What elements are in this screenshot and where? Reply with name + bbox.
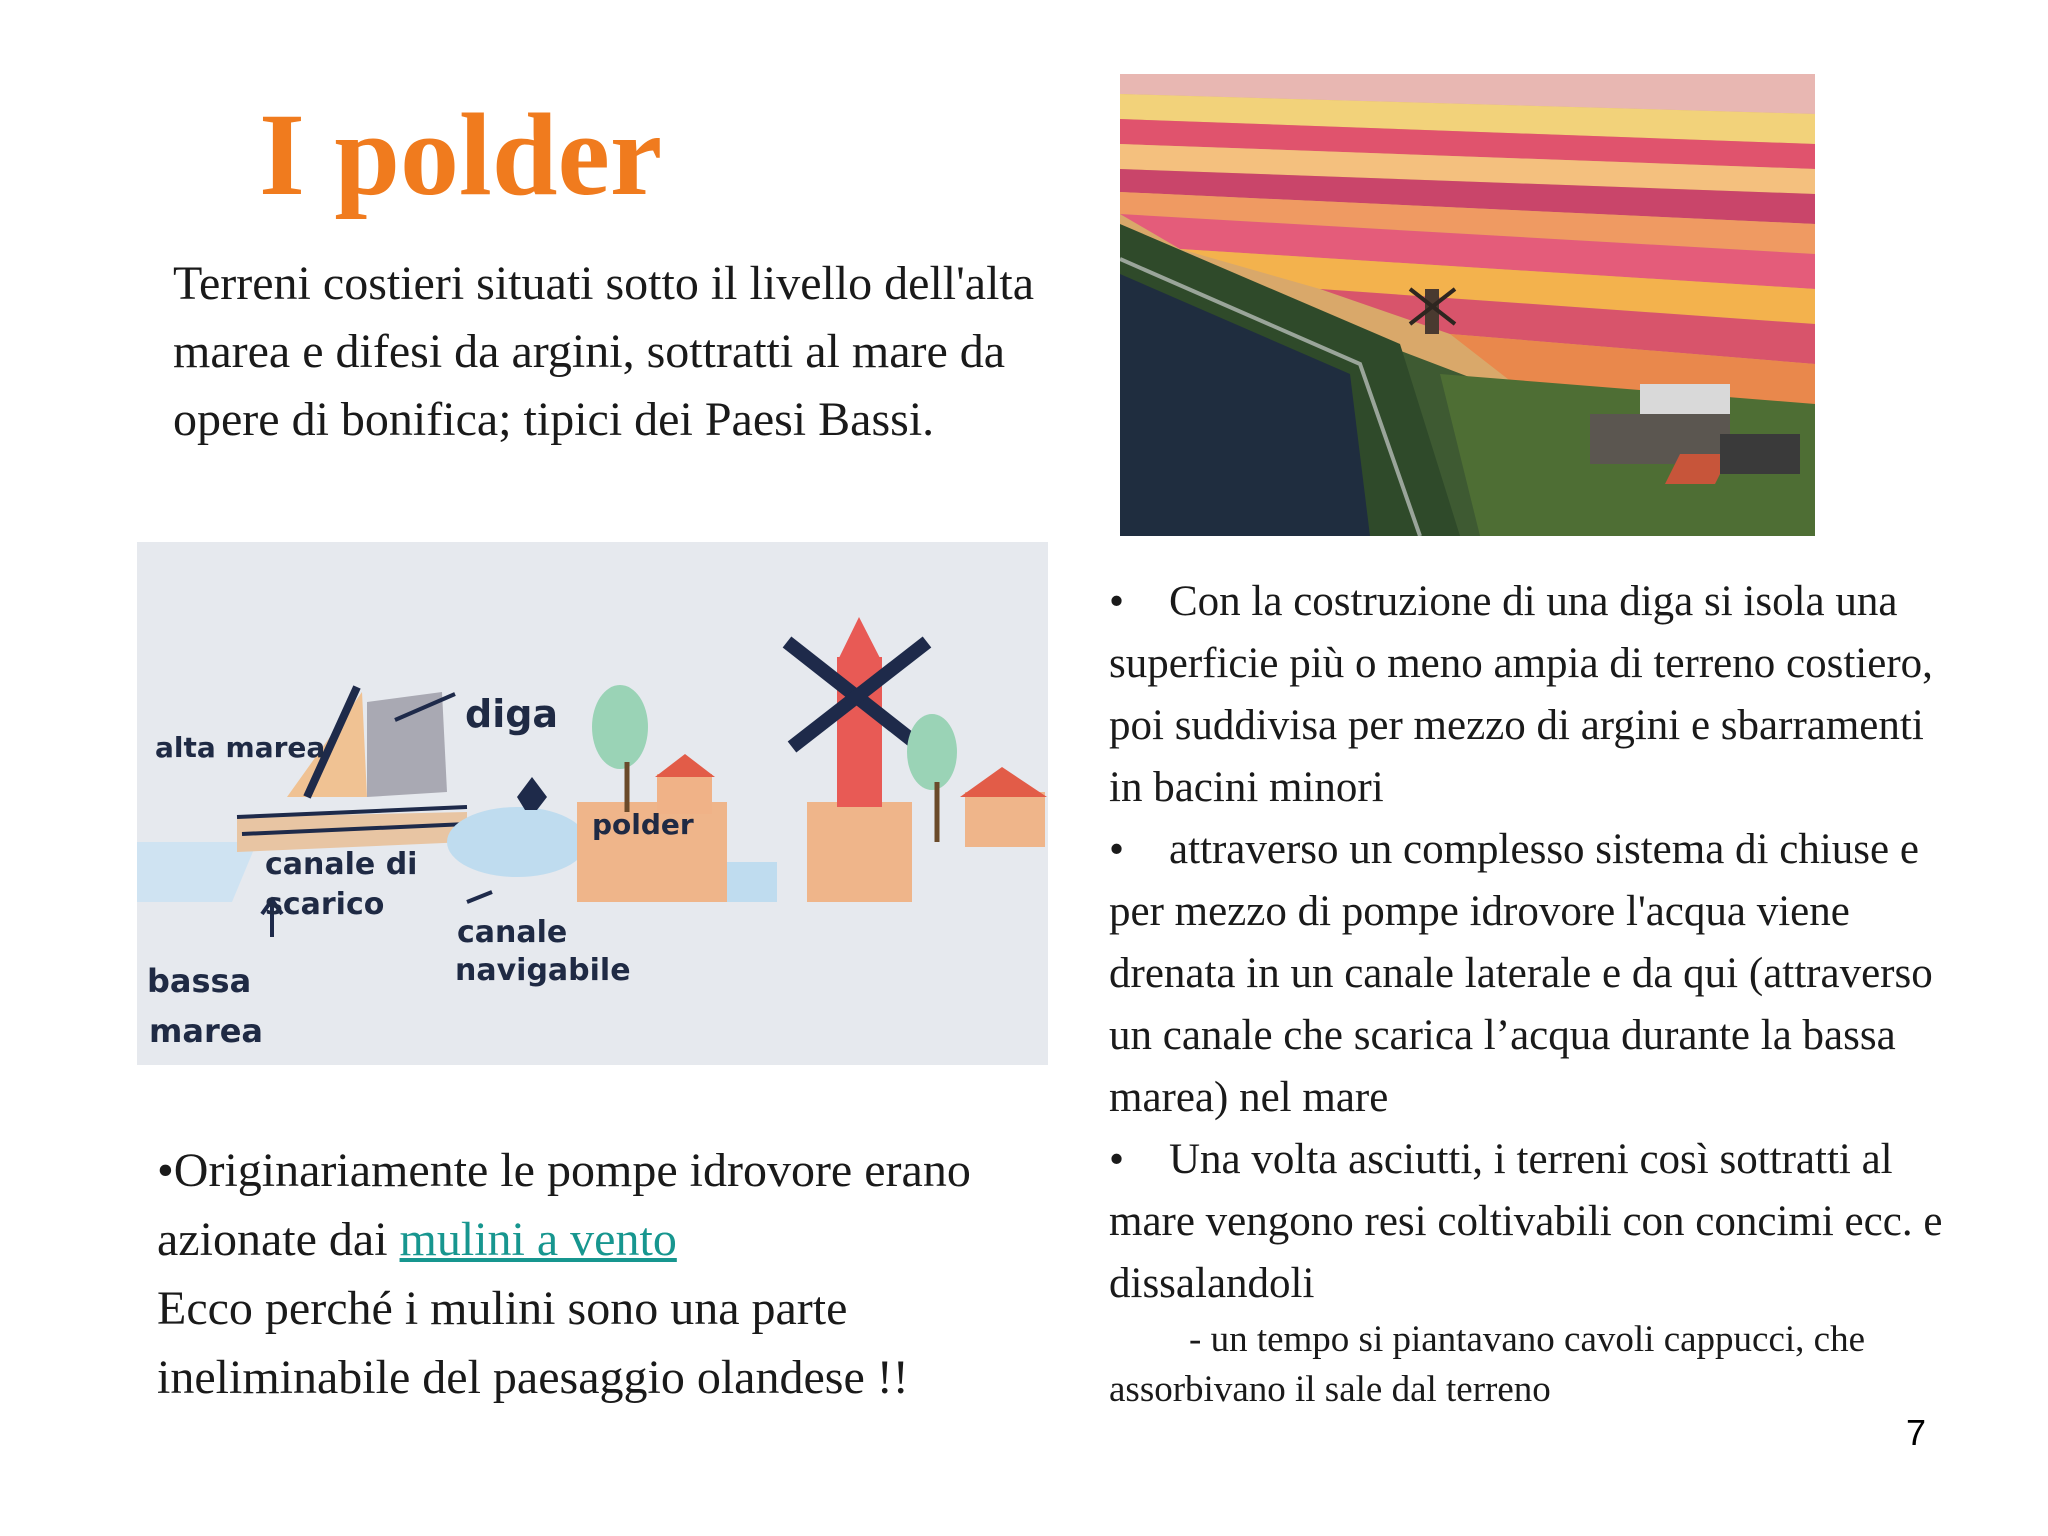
tulip-fields-photo: [1120, 74, 1815, 536]
slide-title: I polder: [259, 89, 663, 220]
label-canale: canale: [457, 915, 568, 950]
label-polder: polder: [592, 808, 694, 841]
sub-note-text: - un tempo si piantavano cavoli cappucci, che assorbivano il sale dal terreno: [1109, 1319, 1866, 1410]
bullet-icon: •: [1109, 826, 1125, 873]
label-diga: diga: [465, 692, 559, 736]
label-alta-marea: alta marea: [155, 731, 326, 764]
step-item: [1109, 571, 1959, 819]
label-bassa: bassa: [147, 962, 252, 1000]
bullet-icon: •: [1109, 578, 1125, 625]
windmill-note-prefix: •Originariamente le pompe idrovore erano azionate dai: [157, 1144, 971, 1266]
polder-sketch: [137, 542, 1048, 1065]
step-text: Con la costruzione di una diga si isola una superficie più o meno ampia di terreno costiero, poi suddivisa per mezzo di argini e sbarramenti in bacini minori: [1109, 578, 1933, 811]
step-text: attraverso un complesso sistema di chiuse e per mezzo di pompe idrovore l'acqua viene drenata in un canale laterale e da qui (attraverso un canale che scarica l’acqua durante la bassa marea) nel mare: [1109, 826, 1933, 1121]
step-item: [1109, 819, 1959, 1129]
intro-paragraph: Terreni costieri situati sotto il livello dell'alta marea e difesi da argini, sottratti al mare da opere di bonifica; tipici dei Paesi Bassi.: [173, 257, 1035, 446]
aerial-photo-graphic: [1120, 74, 1815, 536]
label-navigabile: navigabile: [455, 953, 631, 988]
label-canale-di: canale di: [265, 847, 418, 882]
page-number: 7: [1905, 1412, 1926, 1453]
sub-note: [1109, 1315, 1959, 1415]
bullet-icon: •: [1109, 1136, 1125, 1183]
process-steps-list: [1109, 571, 1959, 1415]
label-marea: marea: [149, 1012, 264, 1050]
polder-diagram: [137, 542, 1048, 1065]
step-text: Una volta asciutti, i terreni così sottratti al mare vengono resi coltivabili con concimi ecc. e dissalandoli: [1109, 1136, 1943, 1307]
label-scarico: scarico: [265, 887, 385, 922]
windmill-note: [157, 1136, 1037, 1412]
windmill-note-suffix: Ecco perché i mulini sono una parte ineliminabile del paesaggio olandese !!: [157, 1282, 909, 1404]
windmill-link[interactable]: mulini a vento: [399, 1213, 677, 1266]
step-item: [1109, 1129, 1959, 1315]
